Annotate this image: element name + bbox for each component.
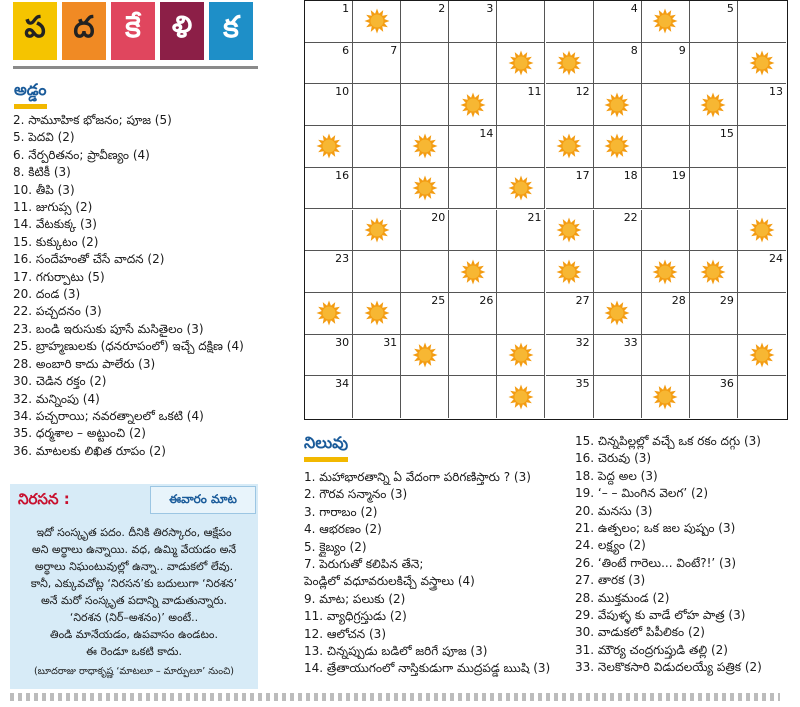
grid-cell[interactable] [401,1,449,43]
blocked-cell [401,335,449,377]
title-divider [13,66,258,69]
blocked-cell [642,1,690,43]
grid-cell[interactable] [305,210,353,252]
grid-cell[interactable] [642,210,690,252]
grid-cell[interactable] [401,210,449,252]
blocked-cell [642,251,690,293]
clue-number: 8 [630,43,638,57]
blocked-cell [642,376,690,418]
word-title: నిరసన : [18,490,70,508]
across-clue: 15. కుక్కుటం (2) [13,234,99,249]
clue-number: 34 [335,377,350,391]
grid-cell[interactable] [690,168,738,210]
clue-number: 33 [623,335,638,349]
down-clue: 12. ఆలోచన (3) [304,626,387,641]
grid-cell[interactable] [642,84,690,126]
word-of-the-week-tag: ఈవారం మాట [150,486,256,514]
title-tile: ప [13,2,57,60]
explanation-line: కానీ, ఎక్కువచోట్ల ‘నిరసన’కు బదులుగా ‘నిరశన’ [30,577,238,590]
grid-cell[interactable] [401,43,449,85]
clue-number: 18 [623,168,638,182]
grid-cell[interactable] [690,126,738,168]
clue-number: 14 [479,127,494,141]
grid-cell[interactable] [642,43,690,85]
grid-cell[interactable] [738,251,786,293]
grid-cell[interactable] [738,1,786,43]
blocked-cell [449,84,497,126]
blocked-cell [305,126,353,168]
grid-cell[interactable] [497,210,545,252]
word-source: (బూదరాజు రాధాకృష్ణ ‘మాటలూ – మార్పులూ’ నుంచి) [33,666,235,677]
clue-number: 4 [630,2,638,15]
grid-cell[interactable] [594,251,642,293]
blocked-cell [305,293,353,335]
clue-number: 31 [383,335,398,349]
across-clue: 2. సామూహిక భోజనం; పూజ (5) [13,113,172,127]
across-clue: 6. నేర్పరితనం; ప్రావీణ్యం (4) [13,147,150,162]
grid-cell[interactable] [449,168,497,210]
across-clue: 22. పచ్చదనం (3) [13,304,102,319]
down-clue: 3. గారాబం (2) [304,504,378,519]
blocked-cell [738,335,786,377]
clue-number: 17 [575,168,590,182]
clue-number: 30 [335,335,350,349]
grid-cell[interactable] [353,43,401,85]
grid-cell[interactable] [738,376,786,418]
explanation-line: అనే మరో సంస్కృత పదాన్ని వాడుతున్నారు. [40,594,228,607]
grid-cell[interactable] [690,335,738,377]
clue-number: 29 [719,293,734,307]
down-clue: 30. వాడుకలో పిపీలికం (2) [575,625,705,640]
clue-number: 5 [726,2,734,15]
grid-cell[interactable] [690,1,738,43]
grid-cell[interactable] [546,335,594,377]
explanation-line: ‘నిరశన (నిర్–అశనం)’ అంటే.. [69,611,199,624]
down-clue: 13. చిన్నప్పుడు బడిలో జరిగే పూజ (3) [304,644,488,659]
grid-cell[interactable] [305,251,353,293]
grid-cell[interactable] [401,84,449,126]
grid-cell[interactable] [594,43,642,85]
explanation-line: తిండి మానేయడం, ఉపవాసం ఉండటం. [49,628,219,641]
blocked-cell [353,210,401,252]
clue-number: 21 [527,210,542,224]
across-clue: 23. బండి ఇరుసుకు పూసే మసితైలం (3) [13,321,204,336]
blocked-cell [497,43,545,85]
blocked-cell [594,84,642,126]
down-clue-list-2 [575,433,762,677]
blocked-cell [353,293,401,335]
clue-number: 28 [671,293,686,307]
down-clue: 20. మనసు (3) [575,503,653,518]
grid-cell[interactable] [690,376,738,418]
title-tile: కే [111,2,155,60]
across-clue: 28. అంబారి కాదు పాలేరు (3) [13,356,156,371]
down-clue: 21. ఉత్పలం; ఒక జల పుష్పం (3) [575,521,736,536]
blocked-cell [546,43,594,85]
clue-number: 9 [678,43,686,57]
title-tiles [13,2,258,60]
grid-cell[interactable] [305,335,353,377]
down-clue: 14. త్రేతాయుగంలో నాస్తికుడుగా ముద్రపడ్డ ఋషి (3) [304,661,551,676]
down-clue: 1. మహాభారతాన్ని ఏ వేదంగా పరిగణిస్తారు ? (3) [304,470,531,484]
blocked-cell [497,335,545,377]
grid-cell[interactable] [353,335,401,377]
title-tile: ళి [160,2,204,60]
bottom-border [10,693,780,701]
across-clue: 25. బ్రాహ్మణులకు (ధనరూపంలో) ఇచ్చే దక్షిణ (4) [13,339,244,354]
clue-number: 27 [575,293,590,307]
grid-cell[interactable] [642,168,690,210]
blocked-cell [401,168,449,210]
down-clue: 9. మాట; పలుకు (2) [304,591,406,606]
down-heading: నిలువు [304,433,348,462]
clue-number: 36 [719,377,734,391]
down-clue-list-1 [304,469,550,678]
clue-number: 16 [335,168,350,182]
down-clue: 27. తారక (3) [575,573,646,588]
across-clue: 10. తీపి (3) [13,182,75,197]
grid-cell[interactable] [401,376,449,418]
across-heading: అడ్డం [14,80,47,109]
blocked-cell [690,251,738,293]
blocked-cell [546,210,594,252]
explanation-line: అర్థాలు నిఘంటువుల్లో ఉన్నా.. వాడుకలో లేవు. [34,560,234,573]
explanation-line: అని అర్థాలు ఉన్నాయి. వధ, ఉమ్మి వేయడం అనే [31,543,237,556]
down-clue: 4. ఆభరణం (2) [304,522,382,537]
grid-cell[interactable] [449,126,497,168]
grid-cell[interactable] [353,376,401,418]
clue-number: 19 [671,168,686,182]
down-clue: 28. ముక్తమండ (2) [575,590,670,605]
grid-cell[interactable] [497,293,545,335]
down-clue: 24. లక్ష్యం (2) [575,538,646,553]
title-tile: ద [62,2,106,60]
blocked-cell [497,168,545,210]
across-clue: 14. వేటకుక్క (3) [13,217,97,232]
across-clue: 8. కిటికీ (3) [13,165,71,180]
grid-cell[interactable] [353,251,401,293]
down-clue: 16. చెరువు (3) [575,451,652,466]
explanation-line: ఇదో సంస్కృత పదం. దీనికి తిరస్కారం, ఆక్షేపం [36,526,232,539]
across-clue: 16. సందేహంతో చేసే వాదన (2) [13,252,165,267]
clue-number: 15 [719,127,734,141]
clue-number: 24 [768,252,783,266]
blocked-cell [738,210,786,252]
clue-number: 22 [623,210,638,224]
grid-cell[interactable] [449,376,497,418]
grid-cell[interactable] [353,168,401,210]
across-clue: 30. చెడిన రక్తం (2) [13,374,107,389]
grid-cell[interactable] [642,335,690,377]
down-clue: 11. వ్యాధిగ్రస్తుడు (2) [304,609,407,624]
down-clue: 33. నెలకొకసారి విడుదలయ్యే పత్రిక (2) [575,660,762,675]
grid-cell[interactable] [642,126,690,168]
across-clue: 17. గగుర్పాటు (5) [13,269,105,284]
blocked-cell [546,251,594,293]
clue-number: 6 [342,43,350,57]
grid-cell[interactable] [305,1,353,43]
grid-cell[interactable] [497,251,545,293]
blocked-cell [690,84,738,126]
blocked-cell [594,293,642,335]
across-clue: 36. మాటలకు లిఖిత రూపం (2) [13,443,166,458]
grid-cell[interactable] [449,293,497,335]
grid-cell[interactable] [690,210,738,252]
blocked-cell [449,251,497,293]
clue-number: 32 [575,335,590,349]
blocked-cell [401,126,449,168]
grid-cell[interactable] [546,376,594,418]
clue-number: 2 [438,2,446,15]
down-clue: 31. మౌర్య చంద్రగుప్తుడి తల్లి (2) [575,642,728,657]
across-clue-list [13,112,244,460]
clue-number: 3 [486,2,494,15]
across-clue: 5. పెదవి (2) [13,130,75,145]
blocked-cell [738,43,786,85]
down-clue: 29. వేపుళ్ళ కు వాడే లోహ పాత్ర (3) [575,608,746,623]
clue-number: 25 [431,293,446,307]
down-clue: 5. క్లైబ్యం (2) [304,539,367,554]
grid-cell[interactable] [546,293,594,335]
grid-cell[interactable] [594,210,642,252]
down-clue: 2. గౌరవ సన్మానం (3) [304,487,408,502]
grid-cell[interactable] [738,126,786,168]
grid-cell[interactable] [353,84,401,126]
clue-number: 11 [527,85,542,99]
across-clue: 11. జుగుప్స (2) [13,200,93,215]
grid-cell[interactable] [353,126,401,168]
down-clue: 26. ‘తింటే గారెలు... వింటే?!’ (3) [575,555,737,570]
word-of-the-week-box [10,484,258,689]
grid-cell[interactable] [690,43,738,85]
grid-cell[interactable] [642,293,690,335]
crossword-grid [304,0,788,420]
clue-number: 13 [768,85,783,99]
down-clue: 18. పెద్ద అల (3) [575,468,658,483]
clue-number: 1 [342,2,350,15]
grid-cell[interactable] [594,1,642,43]
grid-cell[interactable] [497,1,545,43]
clue-number: 26 [479,293,494,307]
grid-cell[interactable] [449,43,497,85]
grid-cell[interactable] [305,376,353,418]
across-clue: 34. పచ్చరాయి; నవరత్నాలలో ఒకటి (4) [13,408,204,423]
grid-cell[interactable] [594,168,642,210]
grid-cell[interactable] [449,1,497,43]
clue-number: 35 [575,377,590,391]
across-clue: 20. దండ (3) [13,287,81,302]
grid-cell[interactable] [449,335,497,377]
blocked-cell [497,376,545,418]
clue-number: 23 [335,252,350,266]
grid-cell[interactable] [594,376,642,418]
grid-cell[interactable] [546,168,594,210]
grid-cell[interactable] [546,84,594,126]
clue-number: 7 [390,43,398,57]
grid-cell[interactable] [497,84,545,126]
grid-cell[interactable] [497,126,545,168]
clue-number: 20 [431,210,446,224]
grid-cell[interactable] [690,293,738,335]
grid-cell[interactable] [738,84,786,126]
across-clue: 32. మన్నింపు (4) [13,391,100,406]
word-explanation [16,524,252,660]
grid-cell[interactable] [738,168,786,210]
grid-cell[interactable] [594,335,642,377]
grid-cell[interactable] [738,293,786,335]
blocked-cell [353,1,401,43]
grid-cell[interactable] [305,168,353,210]
across-clue: 35. ధర్మశాల – అట్టుంచి (2) [13,426,146,441]
down-clue: 19. ‘– – మింగిన వెలగ’ (2) [575,486,709,501]
grid-cell[interactable] [401,293,449,335]
explanation-line: ఈ రెండూ ఒకటి కాదు. [86,645,182,658]
clue-number: 10 [335,85,350,99]
down-clue: 15. చిన్నపిల్లల్లో వచ్చే ఒక రకం దగ్గు (3) [575,434,761,448]
grid-cell[interactable] [546,1,594,43]
grid-cell[interactable] [305,84,353,126]
grid-cell[interactable] [401,251,449,293]
down-clue: 7. పెరుగుతో కలిపిన తేనె; పెండ్లిలో వధూవరులకిచ్చే వస్త్రాలు (4) [304,557,475,589]
blocked-cell [546,126,594,168]
grid-cell[interactable] [305,43,353,85]
grid-cell[interactable] [449,210,497,252]
blocked-cell [594,126,642,168]
title-tile: క [209,2,253,60]
clue-number: 12 [575,85,590,99]
